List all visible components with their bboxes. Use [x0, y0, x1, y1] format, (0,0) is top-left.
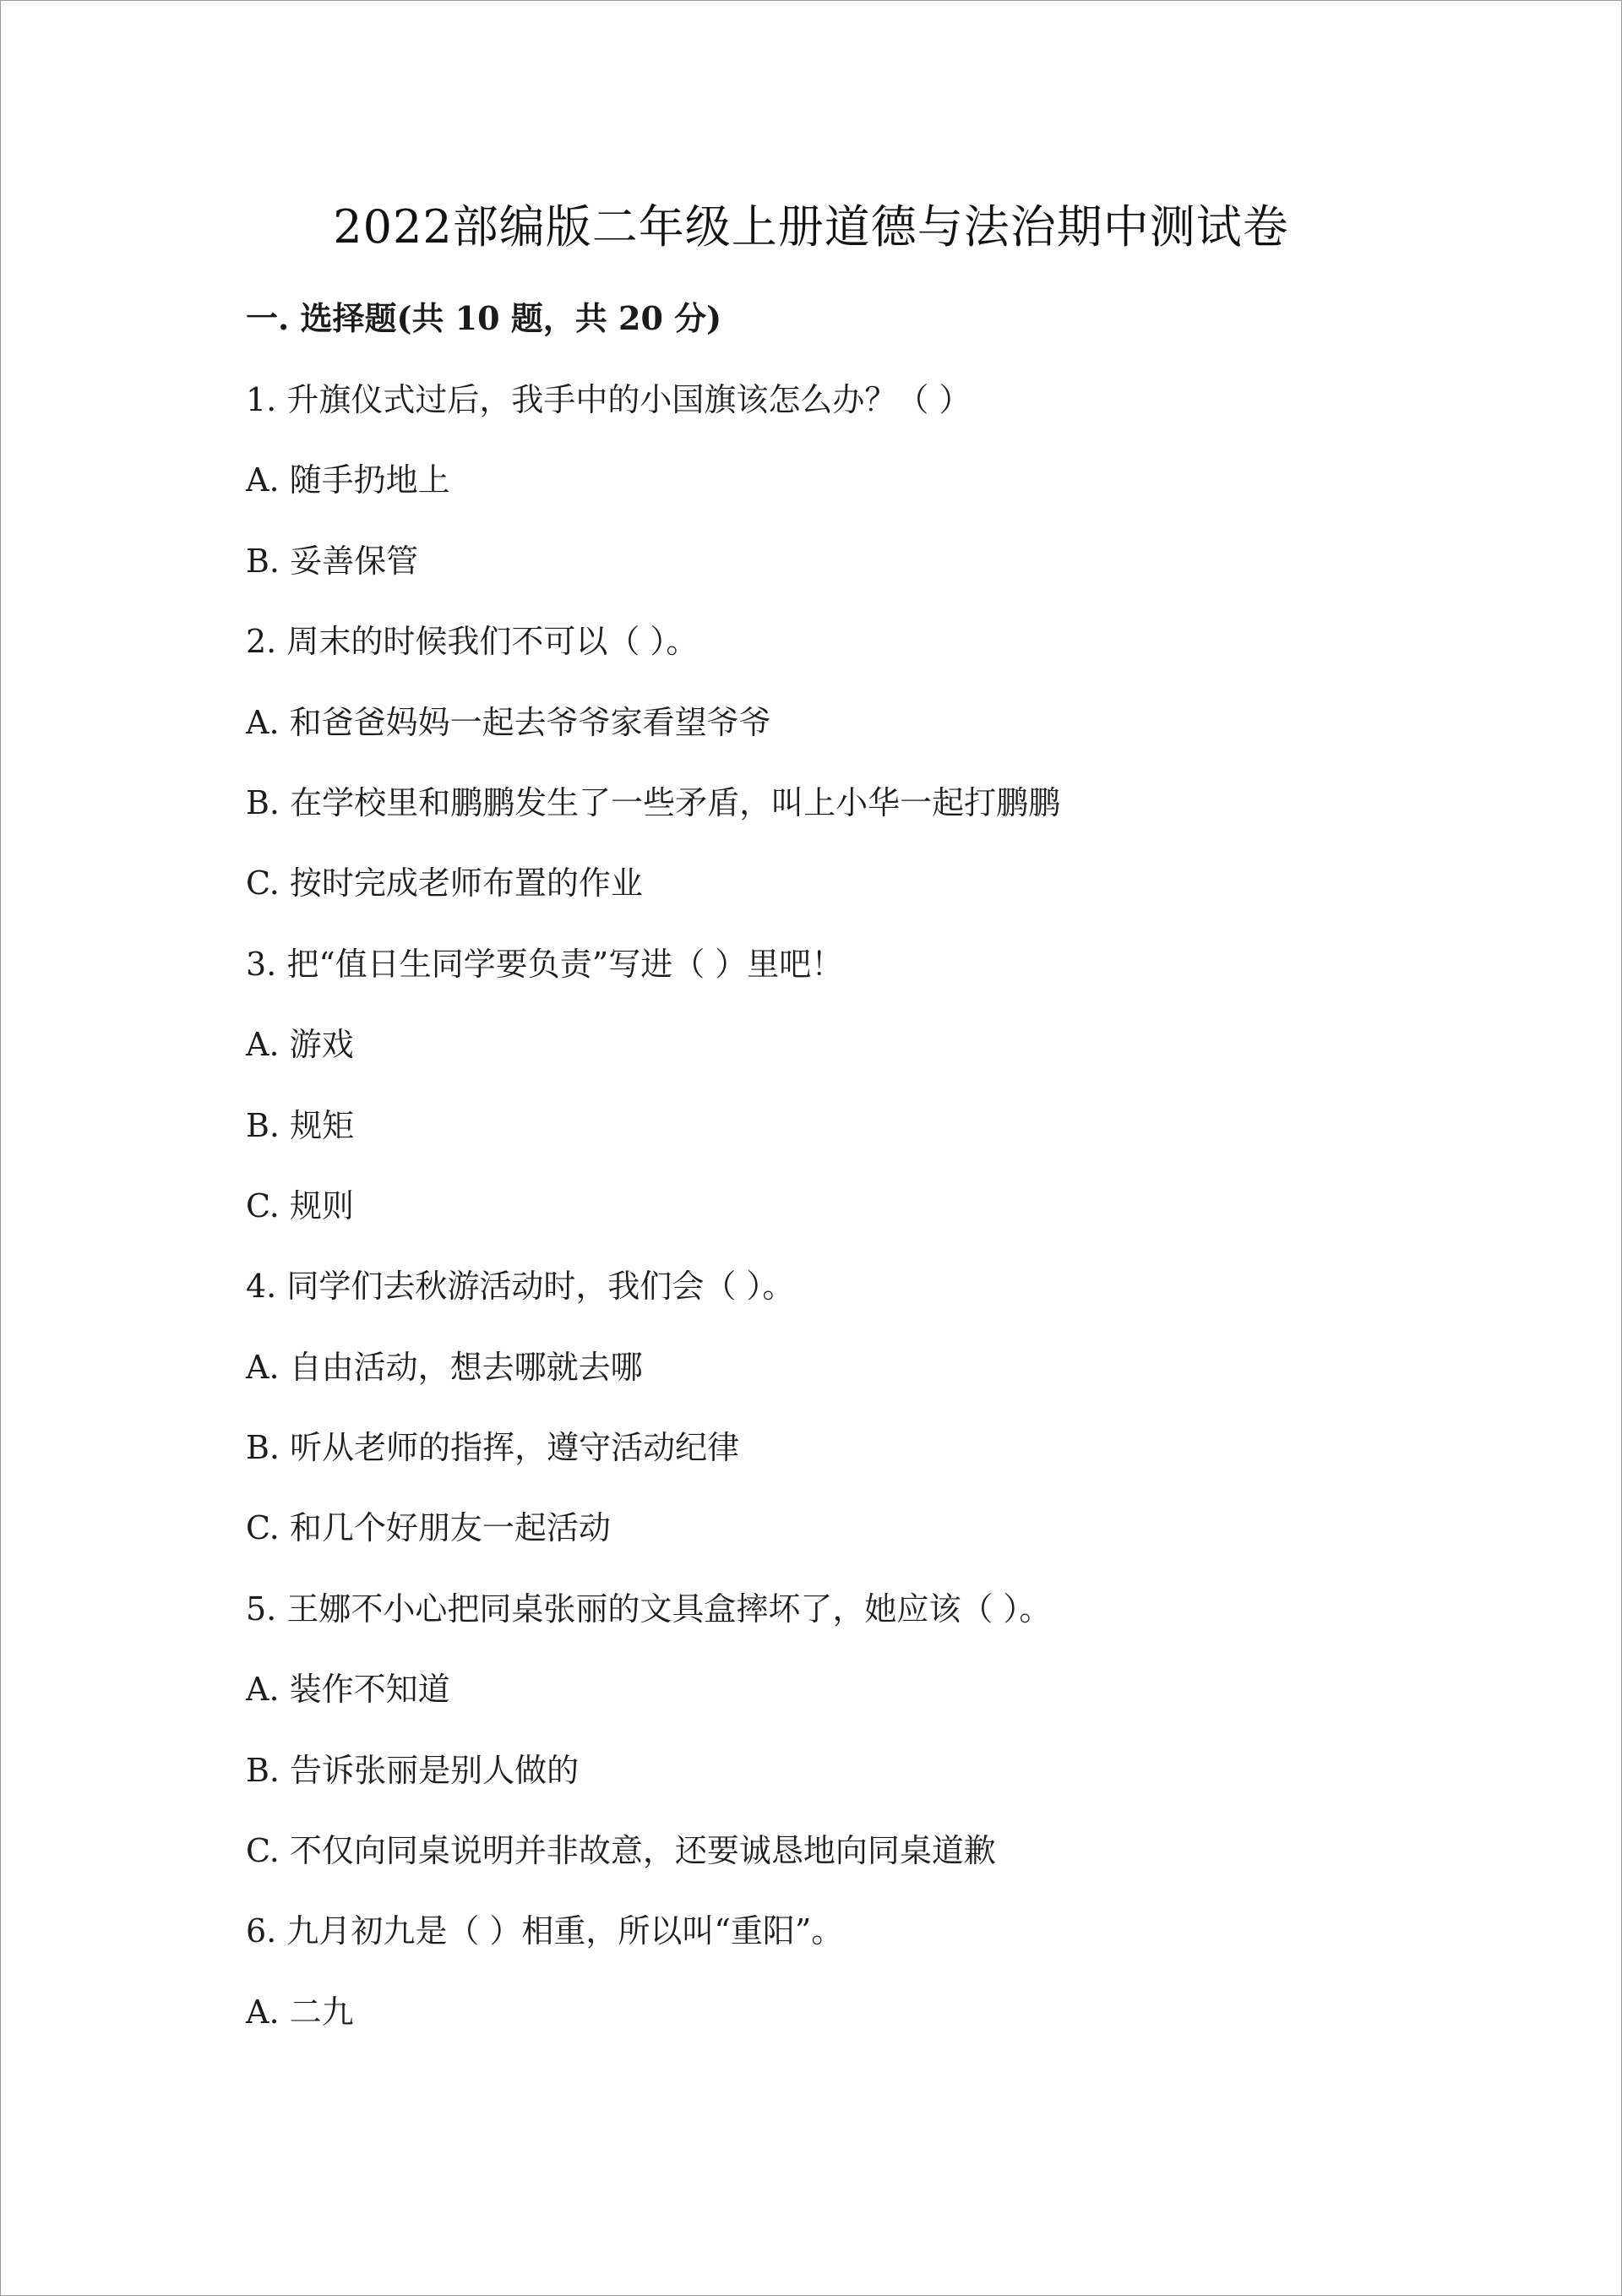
question-list [246, 376, 1513, 2069]
question-4-option-c: C. 和几个好朋友一起活动 [246, 1509, 611, 1547]
page-title: 2022部编版二年级上册道德与法治期中测试卷 [333, 200, 1289, 254]
question-2-option-c: C. 按时完成老师布置的作业 [246, 864, 643, 903]
question-1: 1. 升旗仪式过后，我手中的小国旗该怎么办？（ ） [246, 381, 972, 418]
question-4-option-a: A. 自由活动，想去哪就去哪 [246, 1348, 643, 1386]
question-2-option-a: A. 和爸爸妈妈一起去爷爷家看望爷爷 [246, 703, 771, 741]
question-1-option-b: B. 妥善保管 [246, 542, 419, 580]
question-4-option-b: B. 听从老师的指挥，遵守活动纪律 [246, 1429, 740, 1467]
question-3-option-b: B. 规矩 [246, 1106, 355, 1144]
question-5-option-b: B. 告诉张丽是别人做的 [246, 1751, 580, 1789]
question-5: 5. 王娜不小心把同桌张丽的文具盒摔坏了，她应该（ ）。 [246, 1590, 1052, 1628]
question-5-option-a: A. 装作不知道 [246, 1671, 450, 1709]
question-1-option-a: A. 随手扔地上 [246, 461, 450, 499]
question-3-option-a: A. 游戏 [246, 1026, 354, 1064]
section-heading: 一. 选择题(共 10 题，共 20 分) [246, 299, 722, 337]
question-5-option-c: C. 不仅向同桌说明并非故意，还要诚恳地向同桌道歉 [246, 1832, 996, 1870]
question-3: 3. 把“值日生同学要负责”写进（ ）里吧！ [246, 945, 844, 983]
question-6-option-a: A. 二九 [246, 1993, 354, 2031]
question-4: 4. 同学们去秋游活动时，我们会（ ）。 [246, 1268, 795, 1306]
question-2: 2. 周末的时候我们不可以（ ）。 [246, 623, 699, 661]
question-2-option-b: B. 在学校里和鹏鹏发生了一些矛盾，叫上小华一起打鹏鹏 [246, 783, 1061, 821]
question-3-option-c: C. 规则 [246, 1186, 354, 1224]
question-6: 6. 九月初九是（ ）相重，所以叫“重阳”。 [246, 1912, 844, 1950]
